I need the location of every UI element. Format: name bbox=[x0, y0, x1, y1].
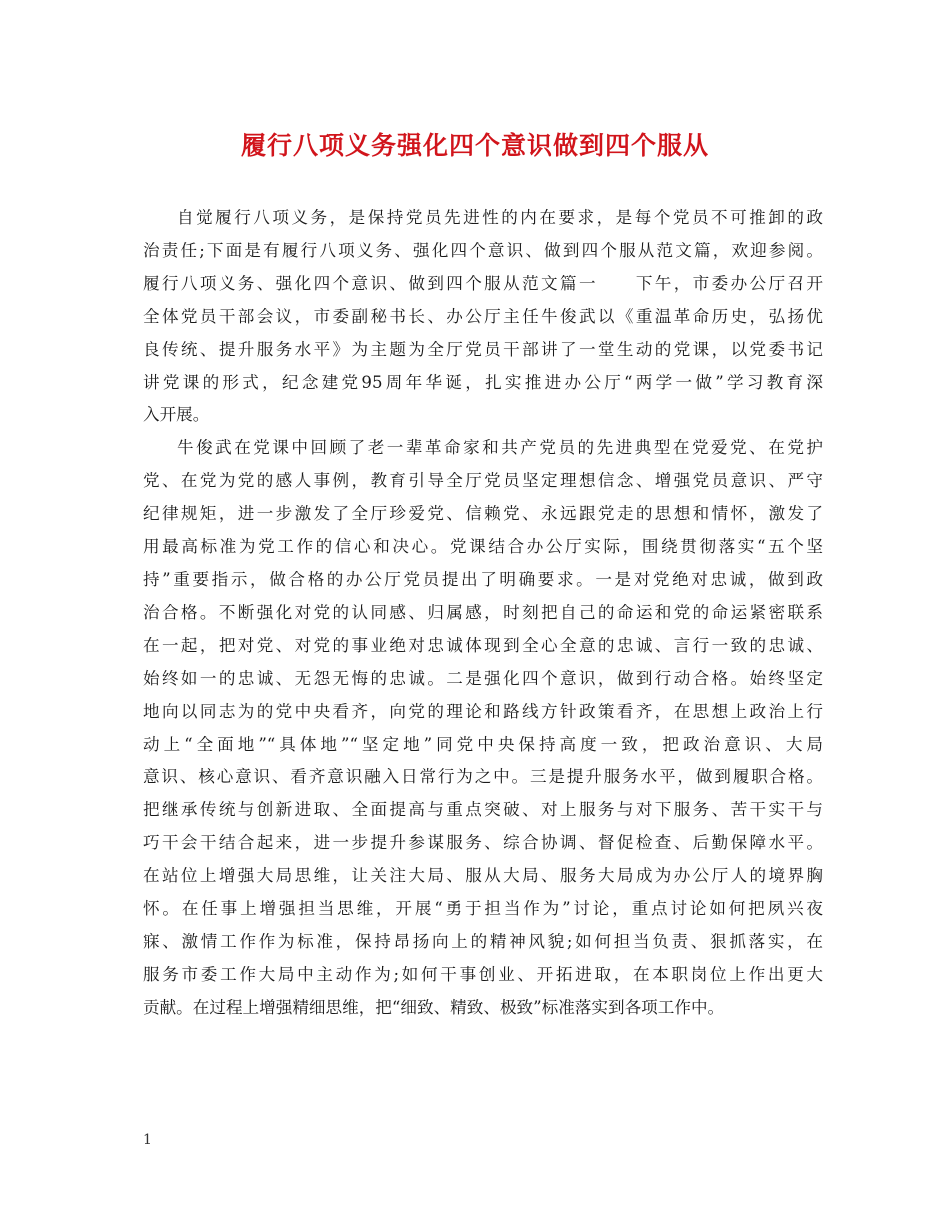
body-line: 纪律规矩，进一步激发了全厅珍爱党、信赖党、永远跟党走的思想和情怀，激发了 bbox=[143, 504, 823, 524]
body-line: 在一起，把对党、对党的事业绝对忠诚体现到全心全意的忠诚、言行一致的忠诚、 bbox=[143, 635, 823, 655]
body-line: 地向以同志为的党中央看齐，向党的理论和路线方针政策看齐，在思想上政治上行 bbox=[143, 701, 823, 721]
body-line: 把继承传统与创新进取、全面提高与重点突破、对上服务与对下服务、苦干实干与 bbox=[143, 800, 823, 820]
body-line: 在站位上增强大局思维，让关注大局、服从大局、服务大局成为办公厅人的境界胸 bbox=[143, 866, 823, 886]
body-line: 自觉履行八项义务，是保持党员先进性的内在要求，是每个党员不可推卸的政 bbox=[177, 208, 823, 227]
body-line: 治责任;下面是有履行八项义务、强化四个意识、做到四个服从范文篇，欢迎参阅。 bbox=[143, 240, 823, 260]
body-line: 用最高标准为党工作的信心和决心。党课结合办公厅实际，围绕贯彻落实“五个坚 bbox=[143, 537, 823, 557]
body-line: 始终如一的忠诚、无怨无悔的忠诚。二是强化四个意识，做到行动合格。始终坚定 bbox=[143, 668, 823, 688]
body-line: 持”重要指示，做合格的办公厅党员提出了明确要求。一是对党绝对忠诚，做到政 bbox=[143, 569, 823, 589]
body-line: 入开展。 bbox=[143, 405, 210, 425]
body-line: 怀。在任事上增强担当思维，开展“勇于担当作为”讨论，重点讨论如何把夙兴夜 bbox=[143, 899, 823, 919]
body-line: 巧干会干结合起来，进一步提升参谋服务、综合协调、督促检查、后勤保障水平。 bbox=[143, 833, 823, 853]
body-line: 牛俊武在党课中回顾了老一辈革命家和共产党员的先进典型在党爱党、在党护 bbox=[177, 438, 823, 458]
body-line: 服务市委工作大局中主动作为;如何干事创业、开拓进取，在本职岗位上作出更大 bbox=[143, 964, 823, 984]
body-line: 寐、激情工作作为标准，保持昂扬向上的精神风貌;如何担当负责、狠抓落实，在 bbox=[143, 931, 823, 951]
body-line: 履行八项义务、强化四个意识、做到四个服从范文篇一 下午，市委办公厅召开 bbox=[143, 273, 823, 293]
body-line: 治合格。不断强化对党的认同感、归属感，时刻把自己的命运和党的命运紧密联系 bbox=[143, 602, 823, 622]
body-line: 意识、核心意识、看齐意识融入日常行为之中。三是提升服务水平，做到履职合格。 bbox=[143, 767, 823, 787]
body-line: 良传统、提升服务水平》为主题为全厅党员干部讲了一堂生动的党课，以党委书记 bbox=[143, 339, 823, 359]
body-line: 全体党员干部会议，市委副秘书长、办公厅主任牛俊武以《重温革命历史，弘扬优 bbox=[143, 306, 823, 326]
body-line: 党、在党为党的感人事例，教育引导全厅党员坚定理想信念、增强党员意识、严守 bbox=[143, 471, 823, 491]
page-number: 1 bbox=[143, 1132, 152, 1148]
body-line: 讲党课的形式，纪念建党95周年华诞，扎实推进办公厅“两学一做”学习教育深 bbox=[143, 372, 823, 392]
document-body bbox=[143, 202, 823, 1025]
document-title: 履行八项义务强化四个意识做到四个服从 bbox=[240, 131, 709, 160]
body-line: 贡献。在过程上增强精细思维，把“细致、精致、极致”标准落实到各项工作中。 bbox=[143, 997, 725, 1017]
body-line: 动上“全面地”“具体地”“坚定地”同党中央保持高度一致，把政治意识、大局 bbox=[143, 734, 823, 754]
